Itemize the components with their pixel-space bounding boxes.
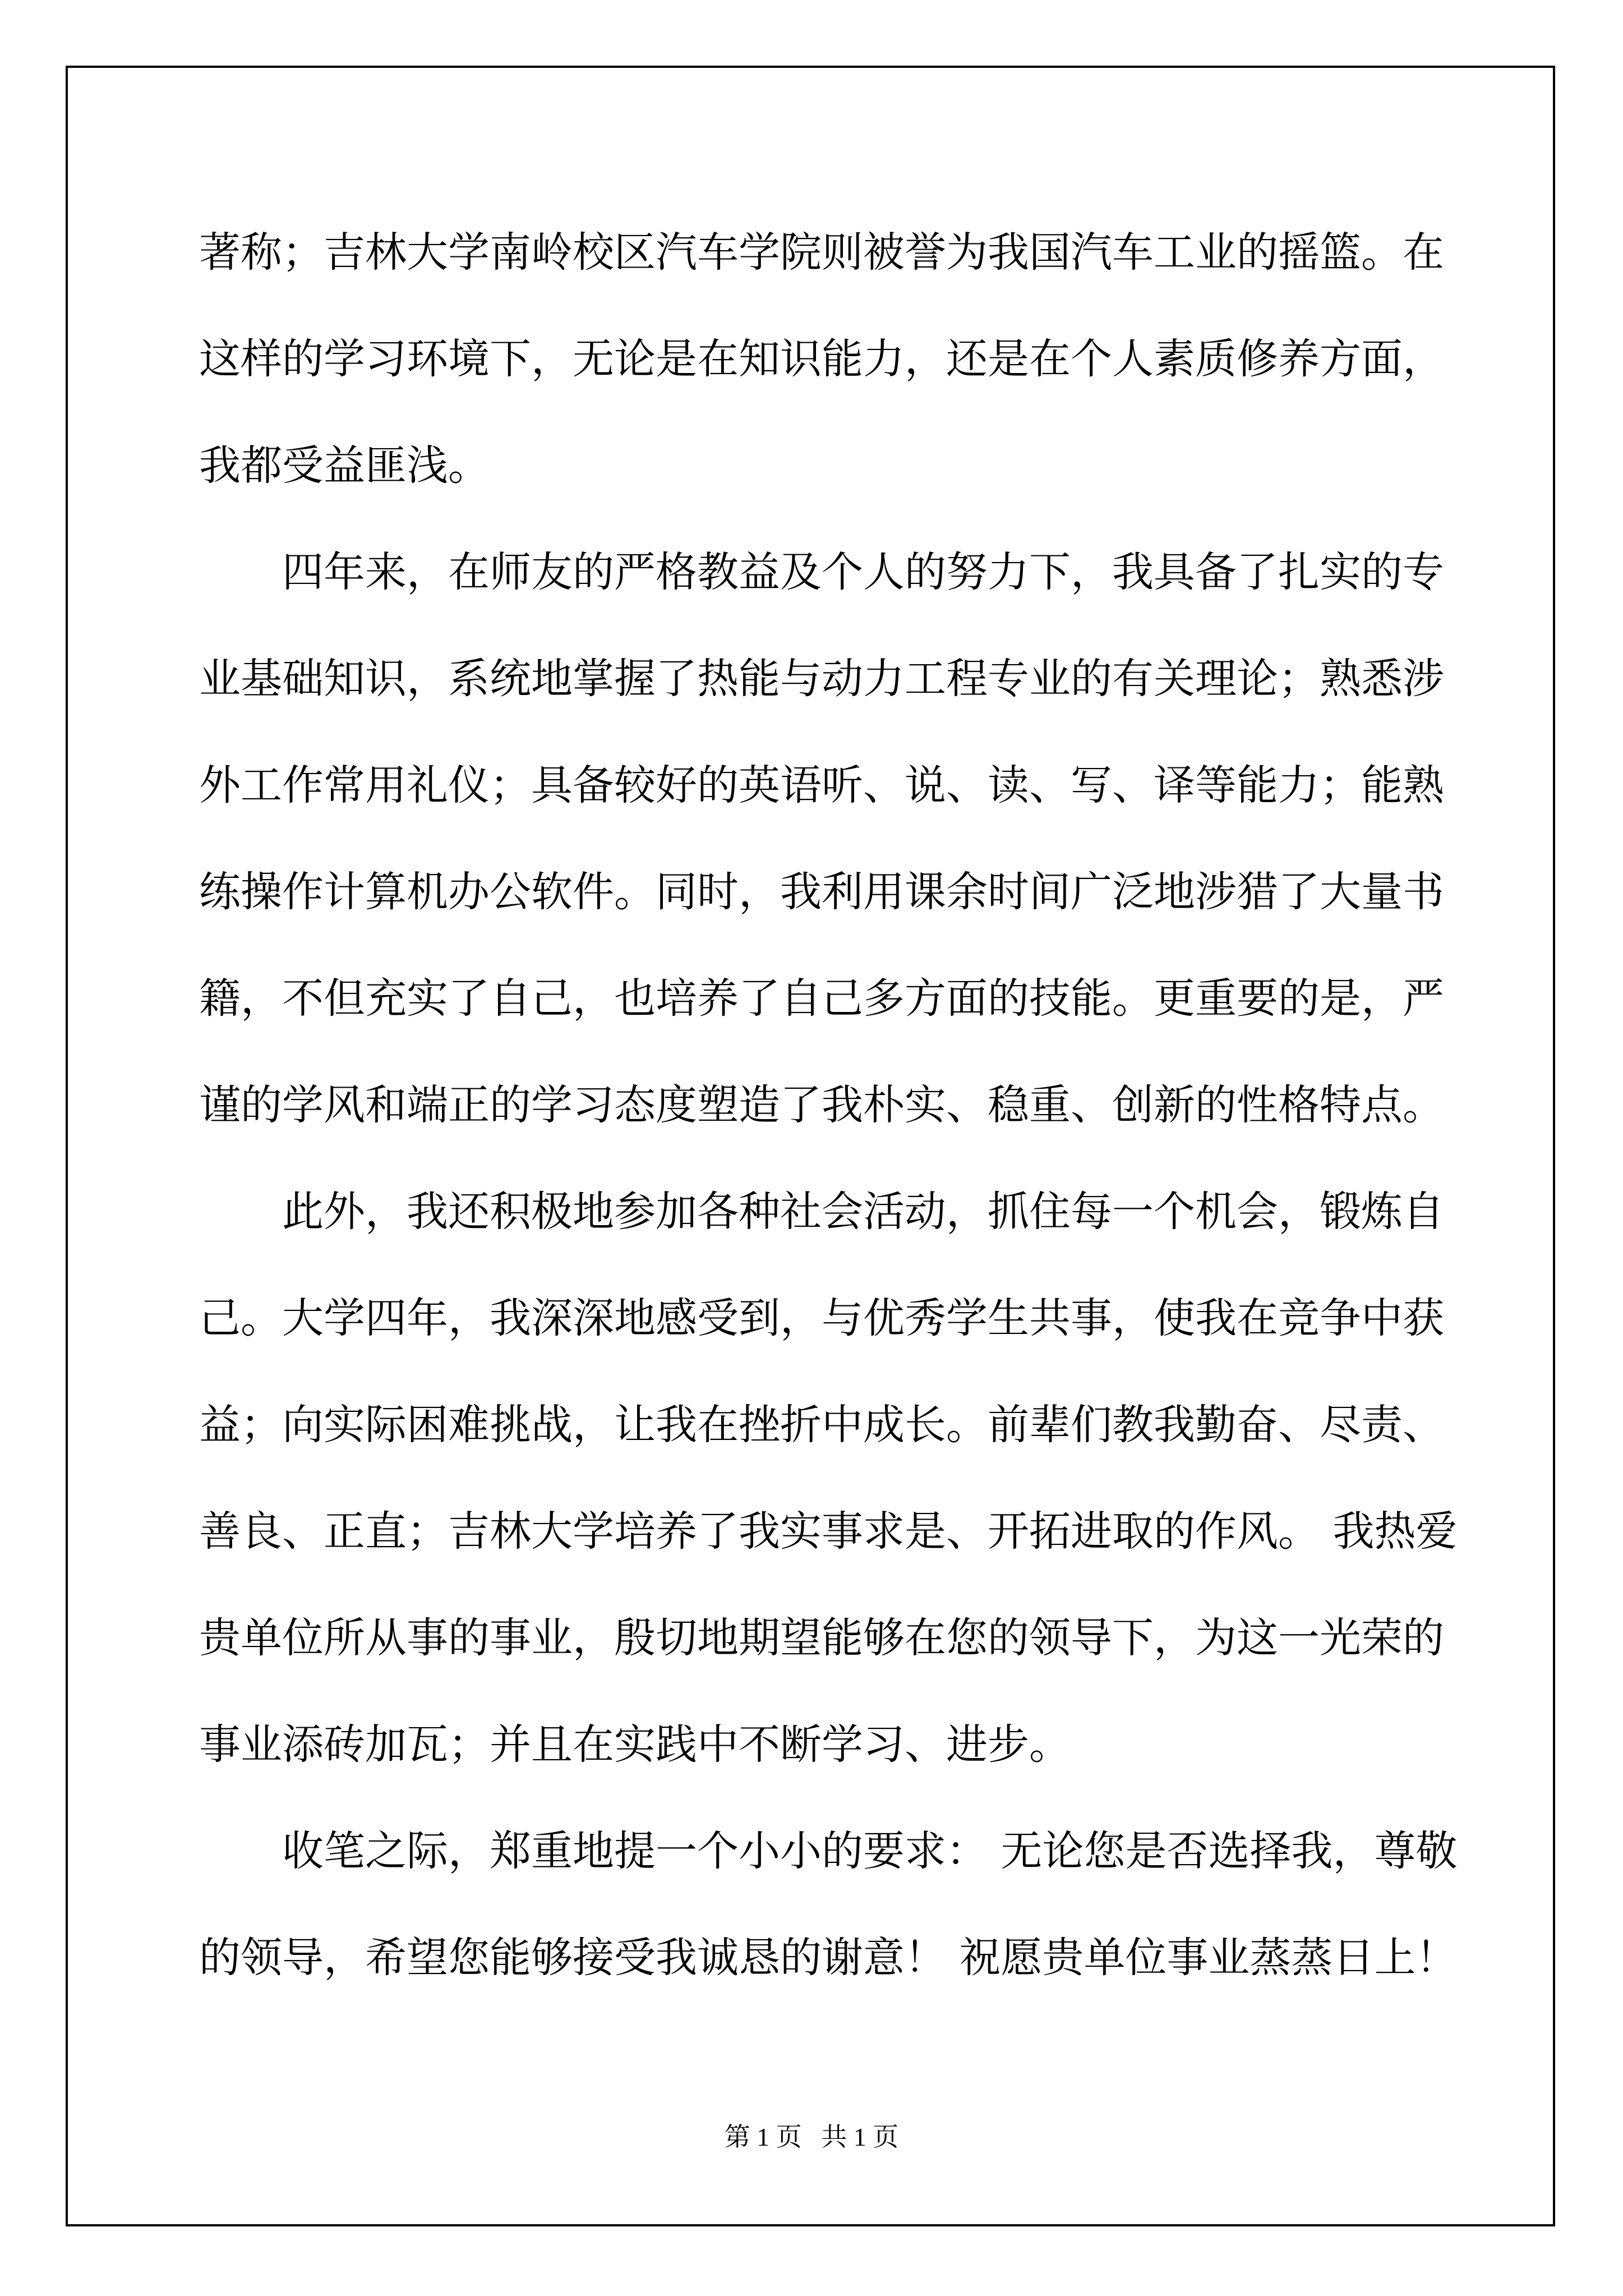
- text-line: 事业添砖加瓦；并且在实践中不断学习、进步。: [199, 1720, 1071, 1769]
- text-line: 善良、正直；吉林大学培养了我实事求是、开拓进取的作风。 我热爱: [199, 1507, 1458, 1556]
- text-line: 这样的学习环境下，无论是在知识能力，还是在个人素质修养方面，: [199, 335, 1444, 383]
- text-line: 谨的学风和端正的学习态度塑造了我朴实、稳重、创新的性格特点。: [199, 1081, 1444, 1129]
- page-footer: [0, 2120, 1623, 2154]
- text-line: 益；向实际困难挑战，让我在挫折中成长。前辈们教我勤奋、尽责、: [199, 1401, 1444, 1449]
- text-line: 业基础知识，系统地掌握了热能与动力工程专业的有关理论；熟悉涉: [199, 655, 1444, 703]
- footer-spacer: [802, 2123, 822, 2151]
- page-number: 第 1 页: [724, 2123, 802, 2151]
- text-line: 籍，不但充实了自己，也培养了自己多方面的技能。更重要的是，严: [199, 974, 1444, 1023]
- page-total: 共 1 页: [821, 2123, 899, 2151]
- text-line: 的领导，希望您能够接受我诚恳的谢意！ 祝愿贵单位事业蒸蒸日上！: [199, 1934, 1458, 1982]
- text-line: 贵单位所从事的事业，殷切地期望能够在您的领导下，为这一光荣的: [199, 1614, 1444, 1662]
- text-line: 著称；吉林大学南岭校区汽车学院则被誉为我国汽车工业的摇篮。在: [199, 228, 1444, 277]
- text-line: 己。大学四年，我深深地感受到，与优秀学生共事，使我在竞争中获: [199, 1294, 1444, 1342]
- text-line: 外工作常用礼仪；具备较好的英语听、说、读、写、译等能力；能熟: [199, 761, 1444, 809]
- paragraph-first-line: 此外，我还积极地参加各种社会活动，抓住每一个机会，锻炼自: [282, 1188, 1444, 1236]
- paragraph-first-line: 收笔之际，郑重地提一个小小的要求： 无论您是否选择我，尊敬: [282, 1827, 1458, 1875]
- text-line: 我都受益匪浅。: [199, 441, 490, 490]
- text-line: 练操作计算机办公软件。同时，我利用课余时间广泛地涉猎了大量书: [199, 868, 1444, 916]
- paragraph-first-line: 四年来，在师友的严格教益及个人的努力下，我具备了扎实的专: [282, 548, 1444, 596]
